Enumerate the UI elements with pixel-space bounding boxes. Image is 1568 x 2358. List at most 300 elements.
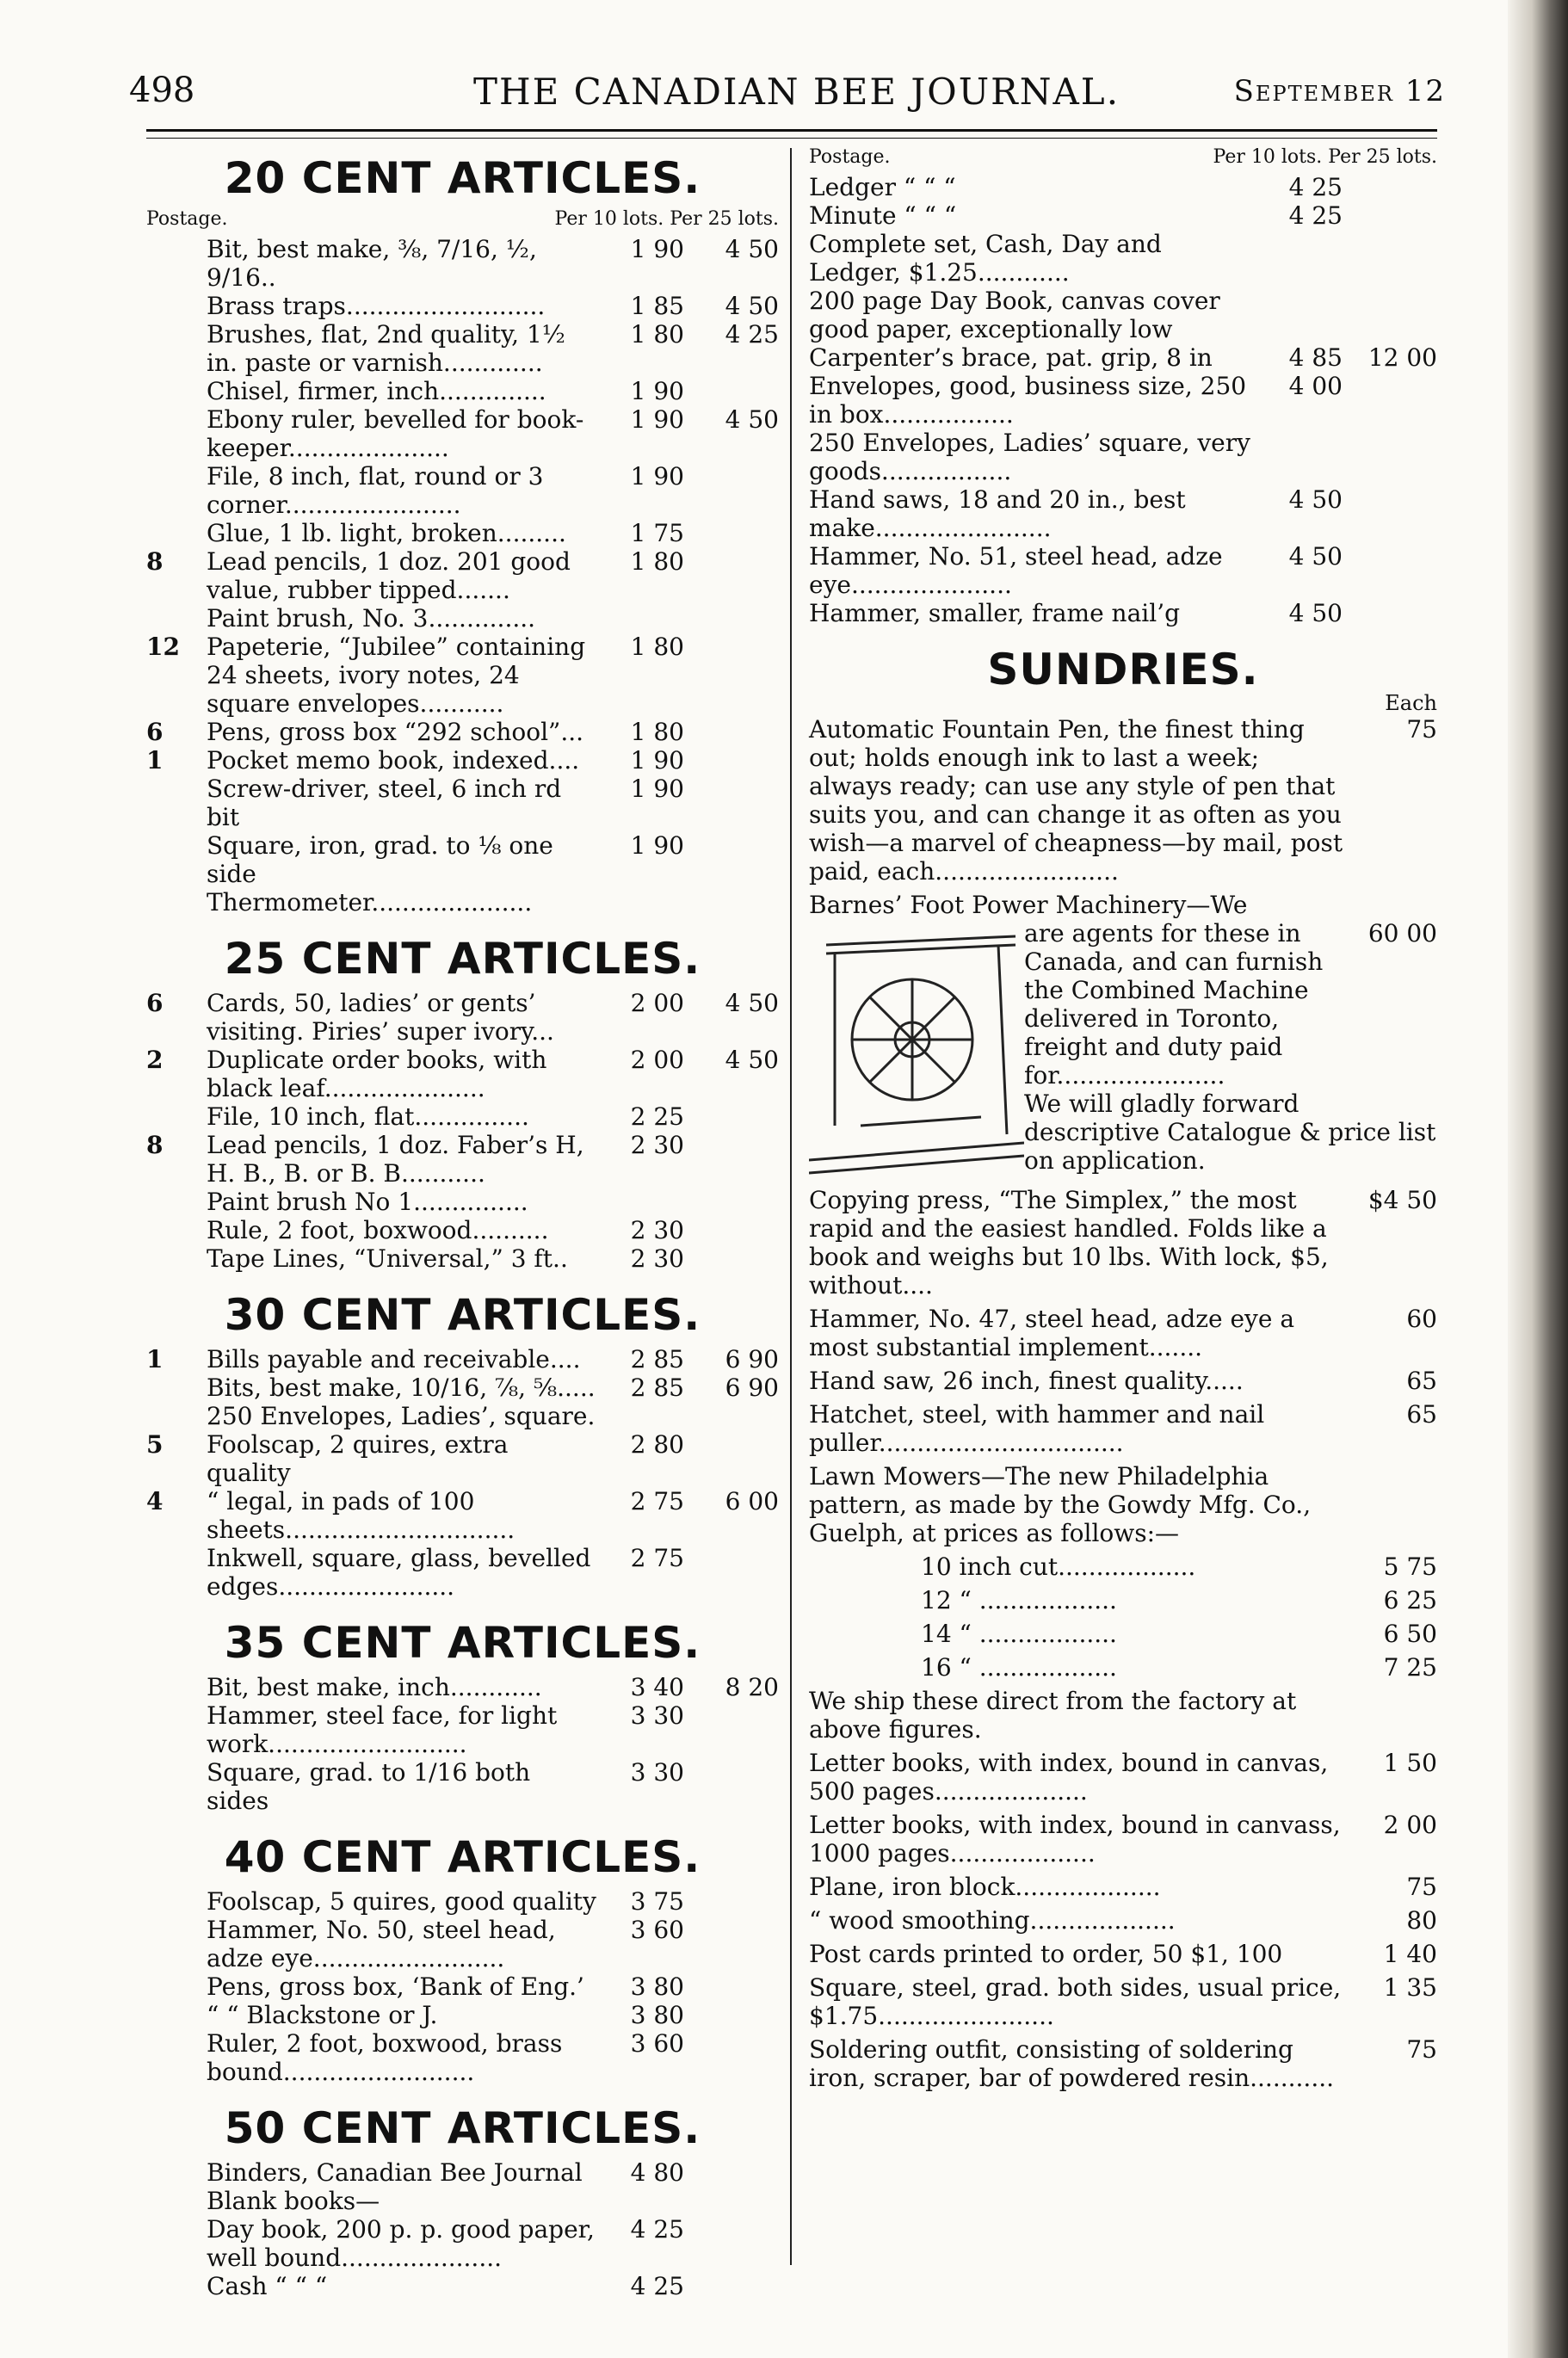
item-description: Post cards printed to order, 50 $1, 100 [809, 1940, 1283, 1968]
price-per-25 [684, 1544, 779, 1601]
item-description: File, 8 inch, flat, round or 3 corner....................... [207, 462, 544, 519]
price-per-25 [684, 2158, 779, 2187]
postage-qty [146, 2158, 207, 2187]
price-per-25 [684, 1402, 779, 1430]
lot-labels [555, 208, 780, 230]
price-row [146, 1430, 779, 1487]
item-description: Bit, best make, inch............ [207, 1673, 542, 1701]
postage-qty: 4 [146, 1487, 164, 1515]
item-description: Bit, best make, ⅜, 7/16, ½, 9/16.. [207, 235, 537, 292]
item-description: Tape Lines, “Universal,” 3 ft.. [207, 1244, 568, 1273]
price-each: 75 [1406, 715, 1437, 744]
price-row [146, 1544, 779, 1601]
item-description: Hammer, No. 51, steel head, adze eye..................... [809, 542, 1223, 599]
postage-qty [146, 831, 207, 888]
item-description: Hatchet, steel, with hammer and nail puller................................ [809, 1400, 1265, 1457]
price-per-25 [1343, 173, 1437, 201]
item-description: Pens, gross box, ‘Bank of Eng.’ [207, 1972, 584, 2001]
price-per-25 [684, 746, 779, 775]
price-per-10: 3 30 [630, 1758, 684, 1787]
price-per-25 [684, 1102, 779, 1131]
price-each: 60 00 [1367, 919, 1437, 948]
item-description: Soldering outfit, consisting of soldering iron, scraper, bar of powdered resin........... [809, 2035, 1335, 2092]
item-description: Hammer, No. 50, steel head, adze eye......................... [207, 1916, 556, 1972]
price-row [146, 1972, 779, 2001]
left-column [146, 146, 779, 2318]
postage-qty: 6 [146, 718, 164, 746]
item-description: Hammer, smaller, frame nail’g [809, 599, 1181, 627]
item-description: Foolscap, 5 quires, good quality [207, 1887, 596, 1916]
machinery-ad [809, 891, 1437, 1177]
price-section [146, 1832, 779, 2086]
postage-qty [146, 1758, 207, 1815]
item-description: Letter books, with index, bound in canvas, 500 pages.................... [809, 1749, 1329, 1806]
item-description: Square, iron, grad. to ⅛ one side [207, 831, 553, 888]
price-per-25 [684, 2029, 779, 2086]
price-each: 1 40 [1383, 1940, 1437, 1968]
price-row [809, 287, 1437, 343]
price-row [146, 718, 779, 746]
price-per-25 [684, 1216, 779, 1244]
price-per-25 [684, 2187, 779, 2215]
item-description: Day book, 200 p. p. good paper, well bound..................... [207, 2215, 595, 2272]
postage-label: Postage. [809, 146, 891, 168]
postage-qty [146, 1916, 207, 1972]
item-description: Binders, Canadian Bee Journal [207, 2158, 583, 2187]
price-per-10 [605, 888, 684, 917]
price-row [146, 2001, 779, 2029]
sundry-row [809, 1973, 1437, 2030]
item-description: Brass traps.......................... [207, 292, 546, 320]
sundry-row [809, 715, 1437, 886]
price-per-10 [605, 604, 684, 633]
price-row [146, 989, 779, 1046]
price-per-25 [1343, 429, 1437, 485]
machinery-body [809, 919, 1437, 1177]
price-row [146, 1216, 779, 1244]
price-per-25: 4 50 [725, 235, 779, 263]
item-description: Square, grad. to 1/16 both sides [207, 1758, 531, 1815]
price-row [809, 372, 1437, 429]
price-per-25 [1343, 230, 1437, 287]
price-each: 1 35 [1383, 1973, 1437, 2002]
item-description: Paint brush No 1............... [207, 1188, 528, 1216]
machinery-description: are agents for these in Canada, and can furnish the Combined Machine delivered in Toronto, freight and duty paid for...................... [1024, 919, 1324, 1089]
price-per-10: 2 30 [630, 1131, 684, 1159]
section-heading: 35 CENT ARTICLES. [224, 1618, 701, 1668]
price-row [146, 604, 779, 633]
price-each: 2 00 [1383, 1811, 1437, 1839]
sundry-row [809, 1811, 1437, 1867]
sundry-row [809, 1586, 1437, 1614]
section-heading: 20 CENT ARTICLES. [224, 153, 701, 203]
price-per-25: 6 00 [725, 1487, 779, 1515]
price-per-25: 4 50 [725, 1046, 779, 1074]
postage-qty: 8 [146, 1131, 164, 1159]
price-per-10: 3 75 [630, 1887, 684, 1916]
price-per-10: 3 80 [630, 2001, 684, 2029]
price-row [146, 1402, 779, 1430]
price-each: 1 50 [1383, 1749, 1437, 1777]
price-row [146, 462, 779, 519]
postage-qty [146, 1188, 207, 1216]
section-heading: 25 CENT ARTICLES. [224, 934, 701, 984]
item-description: 250 Envelopes, Ladies’, square. [207, 1402, 596, 1430]
price-per-10: 2 30 [630, 1244, 684, 1273]
postage-qty [146, 1673, 207, 1701]
item-description: Ebony ruler, bevelled for book-keeper..................... [207, 405, 584, 462]
postage-qty [146, 1701, 207, 1758]
item-description: Bills payable and receivable.... [207, 1345, 581, 1373]
item-description: Pens, gross box “292 school”... [207, 718, 584, 746]
price-row [146, 235, 779, 292]
item-description: Glue, 1 lb. light, broken......... [207, 519, 566, 547]
machinery-heading: Barnes’ Foot Power Machinery—We [809, 891, 1248, 919]
postage-qty [146, 320, 207, 377]
per25-label: Per 25 lots. [1328, 146, 1437, 168]
price-row [146, 1345, 779, 1373]
postage-qty [146, 2187, 207, 2215]
item-description: Letter books, with index, bound in canvass, 1000 pages................... [809, 1811, 1341, 1867]
price-per-25 [684, 377, 779, 405]
price-row [146, 1916, 779, 1972]
item-description: Inkwell, square, glass, bevelled edges....................... [207, 1544, 591, 1601]
postage-qty [146, 2001, 207, 2029]
sundry-row [809, 1186, 1437, 1299]
price-section [146, 934, 779, 1273]
postage-qty [146, 2215, 207, 2272]
price-per-25 [684, 1972, 779, 2001]
item-description: Square, steel, grad. both sides, usual price, $1.75....................... [809, 1973, 1342, 2030]
sundry-row [809, 1653, 1437, 1682]
price-per-10: 1 85 [630, 292, 684, 320]
postage-qty: 5 [146, 1430, 164, 1459]
price-per-10: 4 25 [1288, 201, 1343, 230]
price-per-25 [684, 547, 779, 604]
price-per-25 [684, 1887, 779, 1916]
price-per-10: 1 90 [630, 746, 684, 775]
price-per-25 [684, 604, 779, 633]
price-section [146, 1618, 779, 1815]
price-per-10: 1 80 [630, 633, 684, 661]
price-per-25 [684, 1131, 779, 1188]
item-description: Hand saws, 18 and 20 in., best make....................... [809, 485, 1186, 542]
price-per-10: 2 00 [630, 989, 684, 1017]
price-per-10: 4 85 [1288, 343, 1343, 372]
machinery-price-row [1024, 919, 1437, 1089]
postage-qty [146, 235, 207, 292]
price-row [146, 405, 779, 462]
item-description: 12 “ .................. [921, 1586, 1117, 1614]
price-per-25 [684, 1188, 779, 1216]
price-row [146, 2215, 779, 2272]
price-per-25 [684, 775, 779, 831]
foot-power-machine-illustration [809, 919, 1024, 1177]
price-row [146, 1887, 779, 1916]
sundry-row [809, 1906, 1437, 1935]
price-per-10 [1263, 230, 1343, 287]
item-description: Ruler, 2 foot, boxwood, brass bound......................... [207, 2029, 563, 2086]
price-per-10: 4 80 [630, 2158, 684, 2187]
price-per-10: 1 90 [630, 235, 684, 263]
item-description: Hammer, steel face, for light work.......................... [207, 1701, 558, 1758]
price-section [146, 1290, 779, 1601]
page-edge-shadow [1508, 0, 1568, 2358]
price-per-25 [684, 2215, 779, 2272]
price-per-10: 4 50 [1288, 485, 1343, 514]
price-per-10: 4 25 [1288, 173, 1343, 201]
item-description: Rule, 2 foot, boxwood.......... [207, 1216, 549, 1244]
sundry-row [809, 1462, 1437, 1547]
page-number: 498 [129, 71, 195, 110]
price-per-25: 4 25 [725, 320, 779, 349]
sundry-row [809, 1400, 1437, 1457]
price-row [146, 1701, 779, 1758]
postage-qty [146, 1102, 207, 1131]
price-row [146, 1131, 779, 1188]
price-row [809, 542, 1437, 599]
price-each: 80 [1406, 1906, 1437, 1935]
item-description: “ “ Blackstone or J. [207, 2001, 438, 2029]
price-per-10: 2 00 [630, 1046, 684, 1074]
price-per-10: 1 80 [630, 547, 684, 576]
price-per-10: 3 30 [630, 1701, 684, 1730]
item-description: 200 page Day Book, canvas cover good paper, exceptionally low [809, 287, 1220, 343]
price-per-10 [1263, 287, 1343, 343]
item-description: Foolscap, 2 quires, extra quality [207, 1430, 509, 1487]
price-each: 65 [1406, 1367, 1437, 1395]
price-per-10: 1 80 [630, 320, 684, 349]
price-per-25 [684, 1701, 779, 1758]
price-row [146, 633, 779, 718]
postage-qty [146, 462, 207, 519]
price-row [146, 831, 779, 888]
item-description: Papeterie, “Jubilee” containing 24 sheets, ivory notes, 24 square envelopes........... [207, 633, 586, 718]
price-each: 6 50 [1383, 1620, 1437, 1648]
price-per-10: 4 50 [1288, 599, 1343, 627]
sundry-row [809, 1873, 1437, 1901]
postage-qty [146, 519, 207, 547]
price-row [809, 173, 1437, 201]
price-row [146, 2187, 779, 2215]
postage-qty: 6 [146, 989, 164, 1017]
price-row [146, 775, 779, 831]
postage-qty: 8 [146, 547, 164, 576]
postage-qty [146, 1887, 207, 1916]
continued-items [809, 173, 1437, 627]
price-per-10: 3 40 [630, 1673, 684, 1701]
postage-qty [146, 2029, 207, 2086]
header-rule [146, 129, 1437, 132]
item-description: File, 10 inch, flat............... [207, 1102, 529, 1131]
price-each: $4 50 [1367, 1186, 1437, 1214]
per25-label: Per 25 lots. [670, 208, 779, 230]
price-row [809, 230, 1437, 287]
price-per-25 [684, 2272, 779, 2300]
price-per-10: 1 80 [630, 718, 684, 746]
column-labels [809, 146, 1437, 168]
price-per-25: 6 90 [725, 1345, 779, 1373]
postage-qty [146, 405, 207, 462]
postage-qty [146, 1216, 207, 1244]
sundry-row [809, 1620, 1437, 1648]
price-each [1351, 1462, 1437, 1547]
price-section [146, 153, 779, 917]
item-description: Bits, best make, 10/16, ⅞, ⅝..... [207, 1373, 596, 1402]
price-per-25: 4 50 [725, 292, 779, 320]
item-description: Ledger “ “ “ [809, 173, 956, 201]
price-per-10: 2 85 [630, 1345, 684, 1373]
postage-qty: 2 [146, 1046, 164, 1074]
section-heading: 30 CENT ARTICLES. [224, 1290, 701, 1340]
price-per-10: 1 75 [630, 519, 684, 547]
column-divider [790, 148, 792, 2265]
price-row [146, 888, 779, 917]
price-per-10: 1 90 [630, 775, 684, 803]
sundry-row [809, 1749, 1437, 1806]
sundries-heading: SUNDRIES. [987, 645, 1259, 694]
price-per-25: 6 90 [725, 1373, 779, 1402]
price-each: 7 25 [1383, 1653, 1437, 1682]
price-per-10: 4 25 [630, 2215, 684, 2244]
per10-label: Per 10 lots. [1213, 146, 1323, 168]
price-row [809, 485, 1437, 542]
price-row [146, 519, 779, 547]
column-labels [146, 208, 779, 230]
issue-date: September 12 [1233, 74, 1446, 108]
price-row [146, 320, 779, 377]
price-each: 75 [1406, 1873, 1437, 1901]
price-per-25 [1343, 599, 1437, 627]
price-per-10: 2 30 [630, 1216, 684, 1244]
postage-qty [146, 1373, 207, 1402]
postage-qty: 1 [146, 1345, 164, 1373]
price-section [146, 2103, 779, 2300]
price-per-10 [605, 1402, 684, 1430]
item-description: 10 inch cut.................. [921, 1552, 1196, 1581]
item-description: We ship these direct from the factory at above figures. [809, 1687, 1297, 1744]
price-per-10: 4 00 [1288, 372, 1343, 400]
postage-qty [146, 1972, 207, 2001]
price-row [146, 1758, 779, 1815]
postage-qty [146, 1402, 207, 1430]
price-per-25 [1343, 372, 1437, 429]
machinery-text [1024, 919, 1437, 1177]
price-row [146, 1046, 779, 1102]
price-per-25 [1343, 201, 1437, 230]
item-description: 14 “ .................. [921, 1620, 1117, 1648]
item-description: “ wood smoothing................... [809, 1906, 1176, 1935]
postage-qty [146, 1544, 207, 1601]
price-row [146, 292, 779, 320]
postage-label: Postage. [146, 208, 228, 230]
price-row [809, 599, 1437, 627]
item-description: Screw-driver, steel, 6 inch rd bit [207, 775, 562, 831]
price-per-10: 4 25 [630, 2272, 684, 2300]
item-description: Envelopes, good, business size, 250 in box................. [809, 372, 1247, 429]
lot-labels [1213, 146, 1438, 168]
item-description: Minute “ “ “ [809, 201, 957, 230]
item-description: Copying press, “The Simplex,” the most rapid and the easiest handled. Folds like a book and weighs but 10 lbs. With lock, $5, without.... [809, 1186, 1329, 1299]
price-row [146, 1102, 779, 1131]
price-per-25 [684, 1244, 779, 1273]
price-per-25 [1343, 287, 1437, 343]
postage-qty: 1 [146, 746, 164, 775]
sundry-row [809, 1552, 1437, 1581]
item-description: Carpenter’s brace, pat. grip, 8 in [809, 343, 1213, 372]
price-each: 65 [1406, 1400, 1437, 1429]
sundry-row [809, 1305, 1437, 1361]
item-description: Lead pencils, 1 doz. Faber’s H, H. B., B. or B. B........... [207, 1131, 584, 1188]
price-row [809, 201, 1437, 230]
price-per-10: 1 90 [630, 405, 684, 434]
price-row [146, 2029, 779, 2086]
section-heading: 50 CENT ARTICLES. [224, 2103, 701, 2153]
sundry-row [809, 1367, 1437, 1395]
item-description: Cash “ “ “ [207, 2272, 328, 2300]
price-per-25: 8 20 [725, 1673, 779, 1701]
postage-qty [146, 775, 207, 831]
price-per-10 [1263, 429, 1343, 485]
postage-qty [146, 377, 207, 405]
price-each: 6 25 [1383, 1586, 1437, 1614]
price-row [146, 547, 779, 604]
postage-qty: 12 [146, 633, 180, 661]
price-per-25: 12 00 [1367, 343, 1437, 372]
item-description: Plane, iron block................... [809, 1873, 1161, 1901]
item-description: Lead pencils, 1 doz. 201 good value, rubber tipped....... [207, 547, 571, 604]
price-per-25: 4 50 [725, 405, 779, 434]
item-description: 250 Envelopes, Ladies’ square, very goods................. [809, 429, 1250, 485]
price-per-25 [1343, 542, 1437, 599]
item-description: Blank books— [207, 2187, 380, 2215]
price-per-10: 1 90 [630, 377, 684, 405]
item-description: Hammer, No. 47, steel head, adze eye a most substantial implement....... [809, 1305, 1295, 1361]
price-each: 60 [1406, 1305, 1437, 1333]
item-description: Brushes, flat, 2nd quality, 1½ in. paste or varnish............. [207, 320, 565, 377]
price-row [146, 2158, 779, 2187]
price-each: 5 75 [1383, 1552, 1437, 1581]
price-per-25: 4 50 [725, 989, 779, 1017]
right-column [809, 146, 1437, 2097]
each-label: Each [1385, 691, 1437, 715]
price-row [146, 377, 779, 405]
postage-qty [146, 292, 207, 320]
price-per-25 [684, 633, 779, 718]
price-per-10: 3 80 [630, 1972, 684, 2001]
price-per-25 [684, 888, 779, 917]
price-each: 75 [1406, 2035, 1437, 2064]
price-row [146, 746, 779, 775]
price-row [146, 1188, 779, 1216]
price-row [809, 343, 1437, 372]
item-description: “ legal, in pads of 100 sheets.............................. [207, 1487, 515, 1544]
price-per-10: 1 90 [630, 831, 684, 860]
postage-qty [146, 2272, 207, 2300]
price-per-10: 2 25 [630, 1102, 684, 1131]
price-per-25 [684, 462, 779, 519]
price-per-25 [684, 1758, 779, 1815]
price-per-10 [605, 1188, 684, 1216]
item-description: Thermometer..................... [207, 888, 533, 917]
price-per-25 [684, 1916, 779, 1972]
price-row [809, 429, 1437, 485]
postage-qty [146, 604, 207, 633]
sundry-row [809, 1940, 1437, 1968]
price-per-10: 2 85 [630, 1373, 684, 1402]
item-description: Cards, 50, ladies’ or gents’ visiting. Piries’ super ivory... [207, 989, 554, 1046]
price-row [146, 1673, 779, 1701]
